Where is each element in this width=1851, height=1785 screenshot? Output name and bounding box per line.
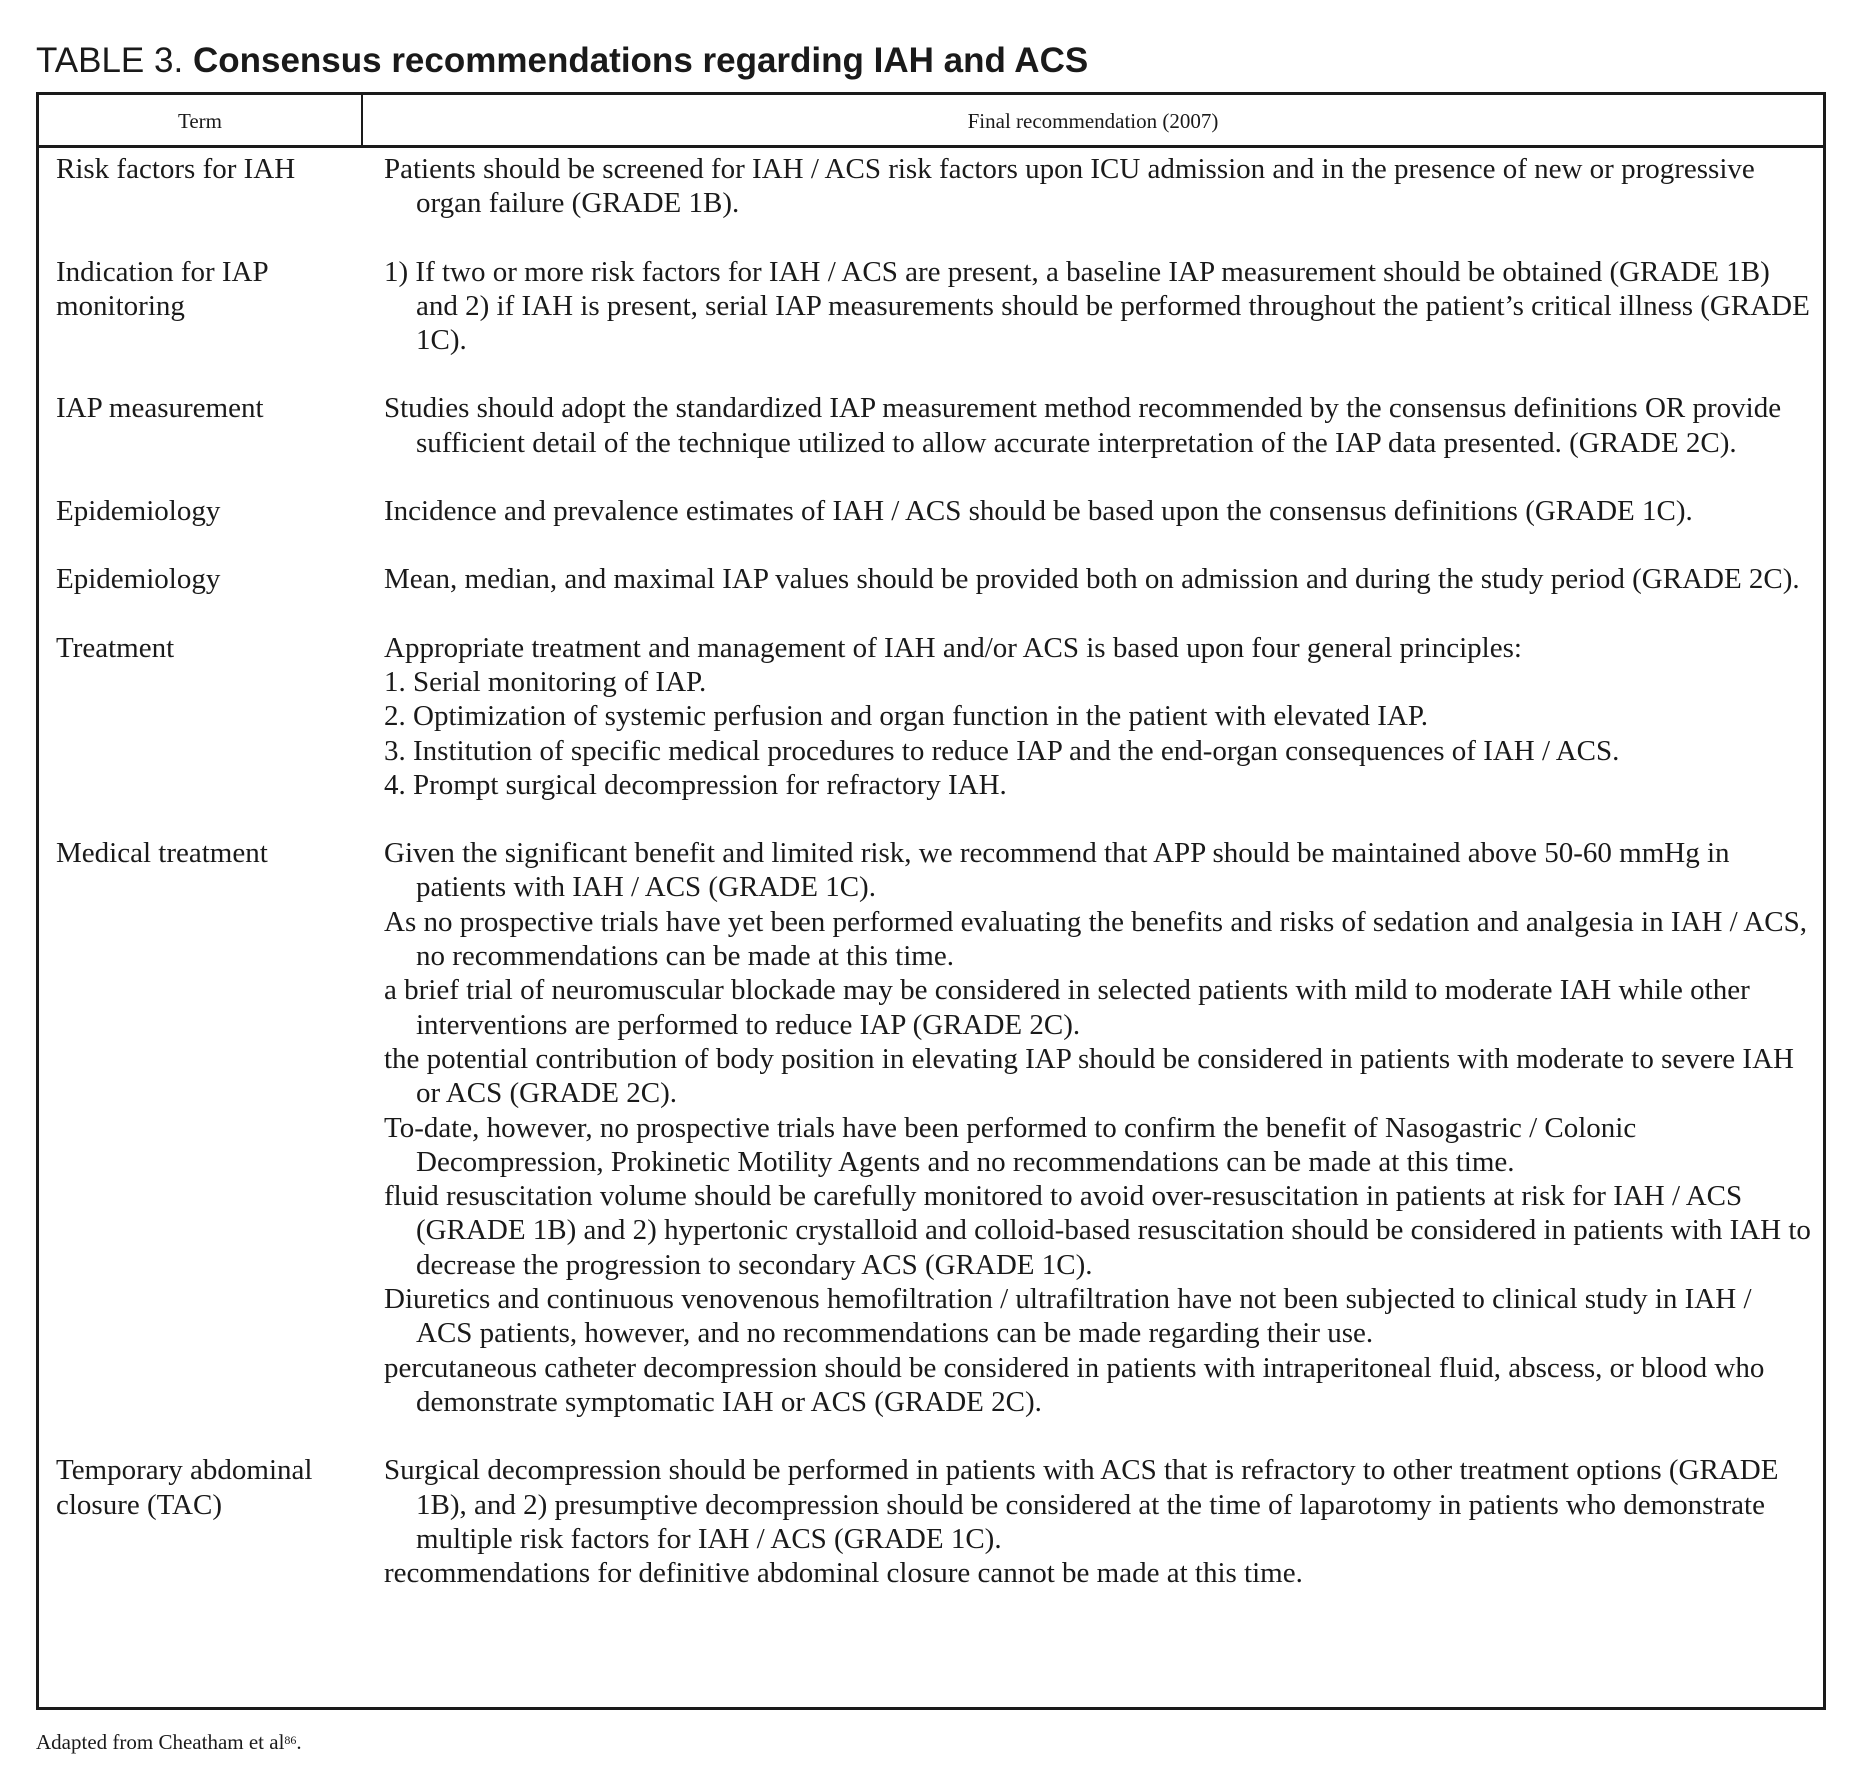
term-cell: IAP measurement	[56, 392, 264, 425]
recommendation-cell	[384, 391, 1813, 460]
recommendation-cell	[384, 1453, 1813, 1590]
recommendation-cell	[384, 255, 1813, 358]
recommendation-paragraph: percutaneous catheter decompression should be considered in patients with intraperitoneal fluid, abscess, or blood who demonstrate symptomatic IAH or ACS (GRADE 2C).	[384, 1351, 1765, 1418]
term-cell: Epidemiology	[56, 563, 221, 596]
table-caption	[36, 38, 1088, 84]
recommendation-paragraph: 1) If two or more risk factors for IAH / ACS are present, a baseline IAP measurement should be obtained (GRADE 1B) and 2) if IAH is present, serial IAP measurements should be performed throughout the patient’s critical illness (GRADE 1C).	[384, 255, 1810, 357]
recommendation-paragraph: Diuretics and continuous venovenous hemofiltration / ultrafiltration have not been subjected to clinical study in IAH / ACS patients, however, and no recommendations can be made regarding their use.	[384, 1283, 1752, 1350]
table-row	[39, 255, 1823, 358]
table-row	[39, 562, 1823, 596]
recommendation-paragraph: To-date, however, no prospective trials have been performed to confirm the benefit of Nasogastric / Colonic Decompression, Prokinetic Motility Agents and no recommendations can be made at this time.	[384, 1111, 1637, 1178]
table-row	[39, 631, 1823, 802]
recommendation-paragraph: the potential contribution of body position in elevating IAP should be considered in patients with moderate to severe IAH or ACS (GRADE 2C).	[384, 1042, 1794, 1110]
table-number: TABLE 3.	[36, 41, 184, 80]
recommendation-paragraph: a brief trial of neuromuscular blockade may be considered in selected patients with mild to moderate IAH while other interventions are performed to reduce IAP (GRADE 2C).	[384, 974, 1750, 1041]
table-row	[39, 152, 1823, 221]
recommendation-cell	[384, 836, 1813, 1419]
term-cell: Medical treatment	[56, 837, 268, 870]
term-cell: Indication for IAP monitoring	[56, 255, 268, 322]
recommendation-paragraph: 2. Optimization of systemic perfusion and organ function in the patient with elevated IAP.	[384, 700, 1429, 733]
table-row	[39, 494, 1823, 528]
recommendation-paragraph: Studies should adopt the standardized IAP measurement method recommended by the consensus definitions OR provide sufficient detail of the technique utilized to allow accurate interpretation of the IAP data presented. (GRADE 2C).	[384, 392, 1782, 459]
recommendation-paragraph: As no prospective trials have yet been performed evaluating the benefits and risks of sedation and analgesia in IAH / ACS, no recommendations can be made at this time.	[384, 905, 1808, 973]
recommendation-cell	[384, 152, 1813, 221]
term-cell: Temporary abdominal closure (TAC)	[56, 1454, 313, 1521]
recommendation-paragraph: recommendations for definitive abdominal closure cannot be made at this time.	[384, 1557, 1303, 1590]
header-final-recommendation: Final recommendation (2007)	[967, 109, 1219, 133]
table-row	[39, 1453, 1823, 1590]
table-row	[39, 391, 1823, 460]
recommendation-paragraph: 3. Institution of specific medical procedures to reduce IAP and the end-organ consequences of IAH / ACS.	[384, 734, 1620, 767]
recommendation-paragraph: Surgical decompression should be performed in patients with ACS that is refractory to other treatment options (GRADE 1B), and 2) presumptive decompression should be considered at the time of laparotomy in patients who demonstrate multiple risk factors for IAH / ACS (GRADE 1C).	[384, 1454, 1779, 1555]
recommendation-cell	[384, 631, 1813, 802]
recommendation-cell	[384, 494, 1813, 528]
recommendation-paragraph: Mean, median, and maximal IAP values should be provided both on admission and during the study period (GRADE 2C).	[384, 563, 1800, 596]
table-body	[39, 152, 1823, 1624]
term-cell: Treatment	[56, 631, 175, 664]
table-title: Consensus recommendations regarding IAH and ACS	[192, 41, 1089, 80]
recommendation-paragraph: Given the significant benefit and limited risk, we recommend that APP should be maintained above 50-60 mmHg in patients with IAH / ACS (GRADE 1C).	[384, 837, 1730, 904]
recommendation-cell	[384, 562, 1813, 596]
recommendation-paragraph: Appropriate treatment and management of IAH and/or ACS is based upon four general principles:	[384, 631, 1522, 664]
term-cell: Epidemiology	[56, 495, 221, 528]
footnote-text: Adapted from Cheatham et al	[36, 1730, 285, 1754]
table-footnote	[36, 1728, 302, 1756]
recommendation-paragraph: Patients should be screened for IAH / ACS risk factors upon ICU admission and in the presence of new or progressive organ failure (GRADE 1B).	[384, 153, 1755, 220]
footnote-period: .	[296, 1730, 302, 1754]
recommendation-paragraph: Incidence and prevalence estimates of IAH / ACS should be based upon the consensus definitions (GRADE 1C).	[384, 495, 1693, 528]
table-row	[39, 836, 1823, 1419]
recommendation-paragraph: fluid resuscitation volume should be carefully monitored to avoid over-resuscitation in patients at risk for IAH / ACS (GRADE 1B) and 2) hypertonic crystalloid and colloid-based resuscitation should be considered in patients with IAH to decrease the progression to secondary ACS (GRADE 1C).	[384, 1180, 1811, 1281]
recommendation-paragraph: 1. Serial monitoring of IAP.	[384, 665, 707, 698]
recommendation-paragraph: 4. Prompt surgical decompression for refractory IAH.	[384, 768, 1007, 801]
header-term: Term	[177, 109, 222, 133]
recommendations-table	[36, 92, 1826, 1710]
footnote-reference: 86	[284, 1733, 297, 1747]
term-cell: Risk factors for IAH	[56, 153, 296, 185]
table-header-row	[39, 95, 1823, 148]
